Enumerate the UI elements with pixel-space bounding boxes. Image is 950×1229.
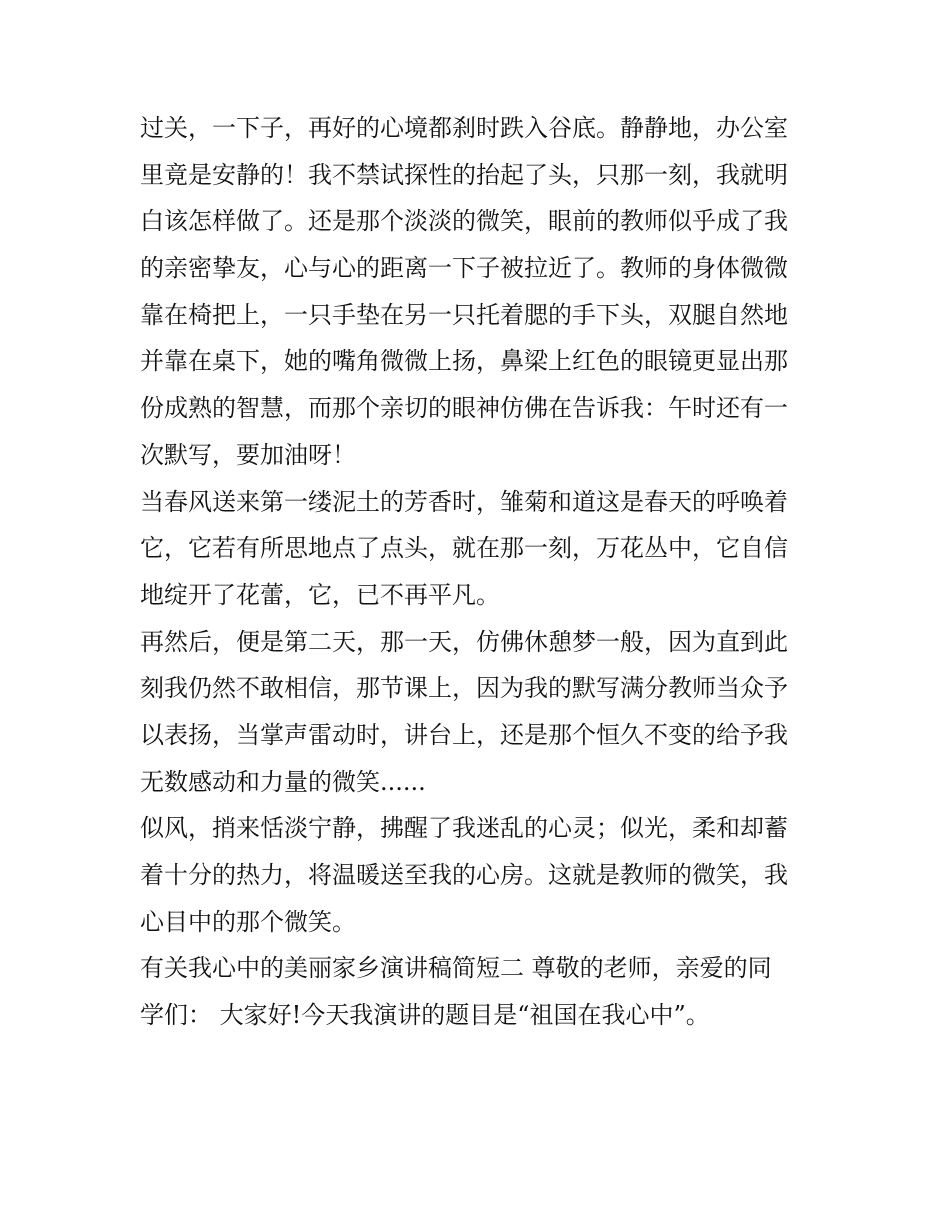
text-line: 并靠在桌下，她的嘴角微微上扬，鼻梁上红色的眼镜更显出那: [140, 347, 788, 376]
text-line: 次默写，要加油呀！: [140, 440, 356, 469]
body-text: [140, 105, 820, 1039]
text-line: 靠在椅把上，一只手垫在另一只托着腮的手下头，双腿自然地: [140, 300, 788, 329]
text-line: 地绽开了花蕾，它，已不再平凡。: [140, 580, 500, 609]
text-line: 当春风送来第一缕泥土的芳香时，雏菊和道这是春天的呼唤着: [140, 487, 788, 516]
text-line: 再然后，便是第二天，那一天，仿佛休憩梦一般，因为直到此: [140, 627, 788, 656]
text-line: 份成熟的智慧，而那个亲切的眼神仿佛在告诉我：午时还有一: [140, 394, 788, 423]
text-line: 里竟是安静的！我不禁试探性的抬起了头，只那一刻，我就明: [140, 160, 788, 189]
text-line: 心目中的那个微笑。: [140, 907, 356, 936]
text-line: 的亲密挚友，心与心的距离一下子被拉近了。教师的身体微微: [140, 254, 788, 283]
text-line: 过关，一下子，再好的心境都刹时跌入谷底。静静地，办公室: [140, 114, 788, 142]
text-line: 有关我心中的美丽家乡演讲稿简短二 尊敬的老师，亲爱的同: [140, 954, 772, 983]
text-line: 以表扬，当掌声雷动时，讲台上，还是那个恒久不变的给予我: [140, 720, 788, 749]
text-line: 无数感动和力量的微笑......: [140, 767, 426, 796]
text-line: 似风，捎来恬淡宁静，拂醒了我迷乱的心灵；似光，柔和却蓄: [140, 814, 788, 843]
text-line: 刻我仍然不敢相信，那节课上，因为我的默写满分教师当众予: [140, 674, 788, 703]
text-line: 学们： 大家好!今天我演讲的题目是“祖国在我心中”。: [140, 1001, 710, 1030]
text-line: 白该怎样做了。还是那个淡淡的微笑，眼前的教师似乎成了我: [140, 207, 788, 236]
text-line: 它，它若有所思地点了点头，就在那一刻，万花丛中，它自信: [140, 534, 788, 563]
text-line: 着十分的热力，将温暖送至我的心房。这就是教师的微笑，我: [140, 861, 788, 889]
